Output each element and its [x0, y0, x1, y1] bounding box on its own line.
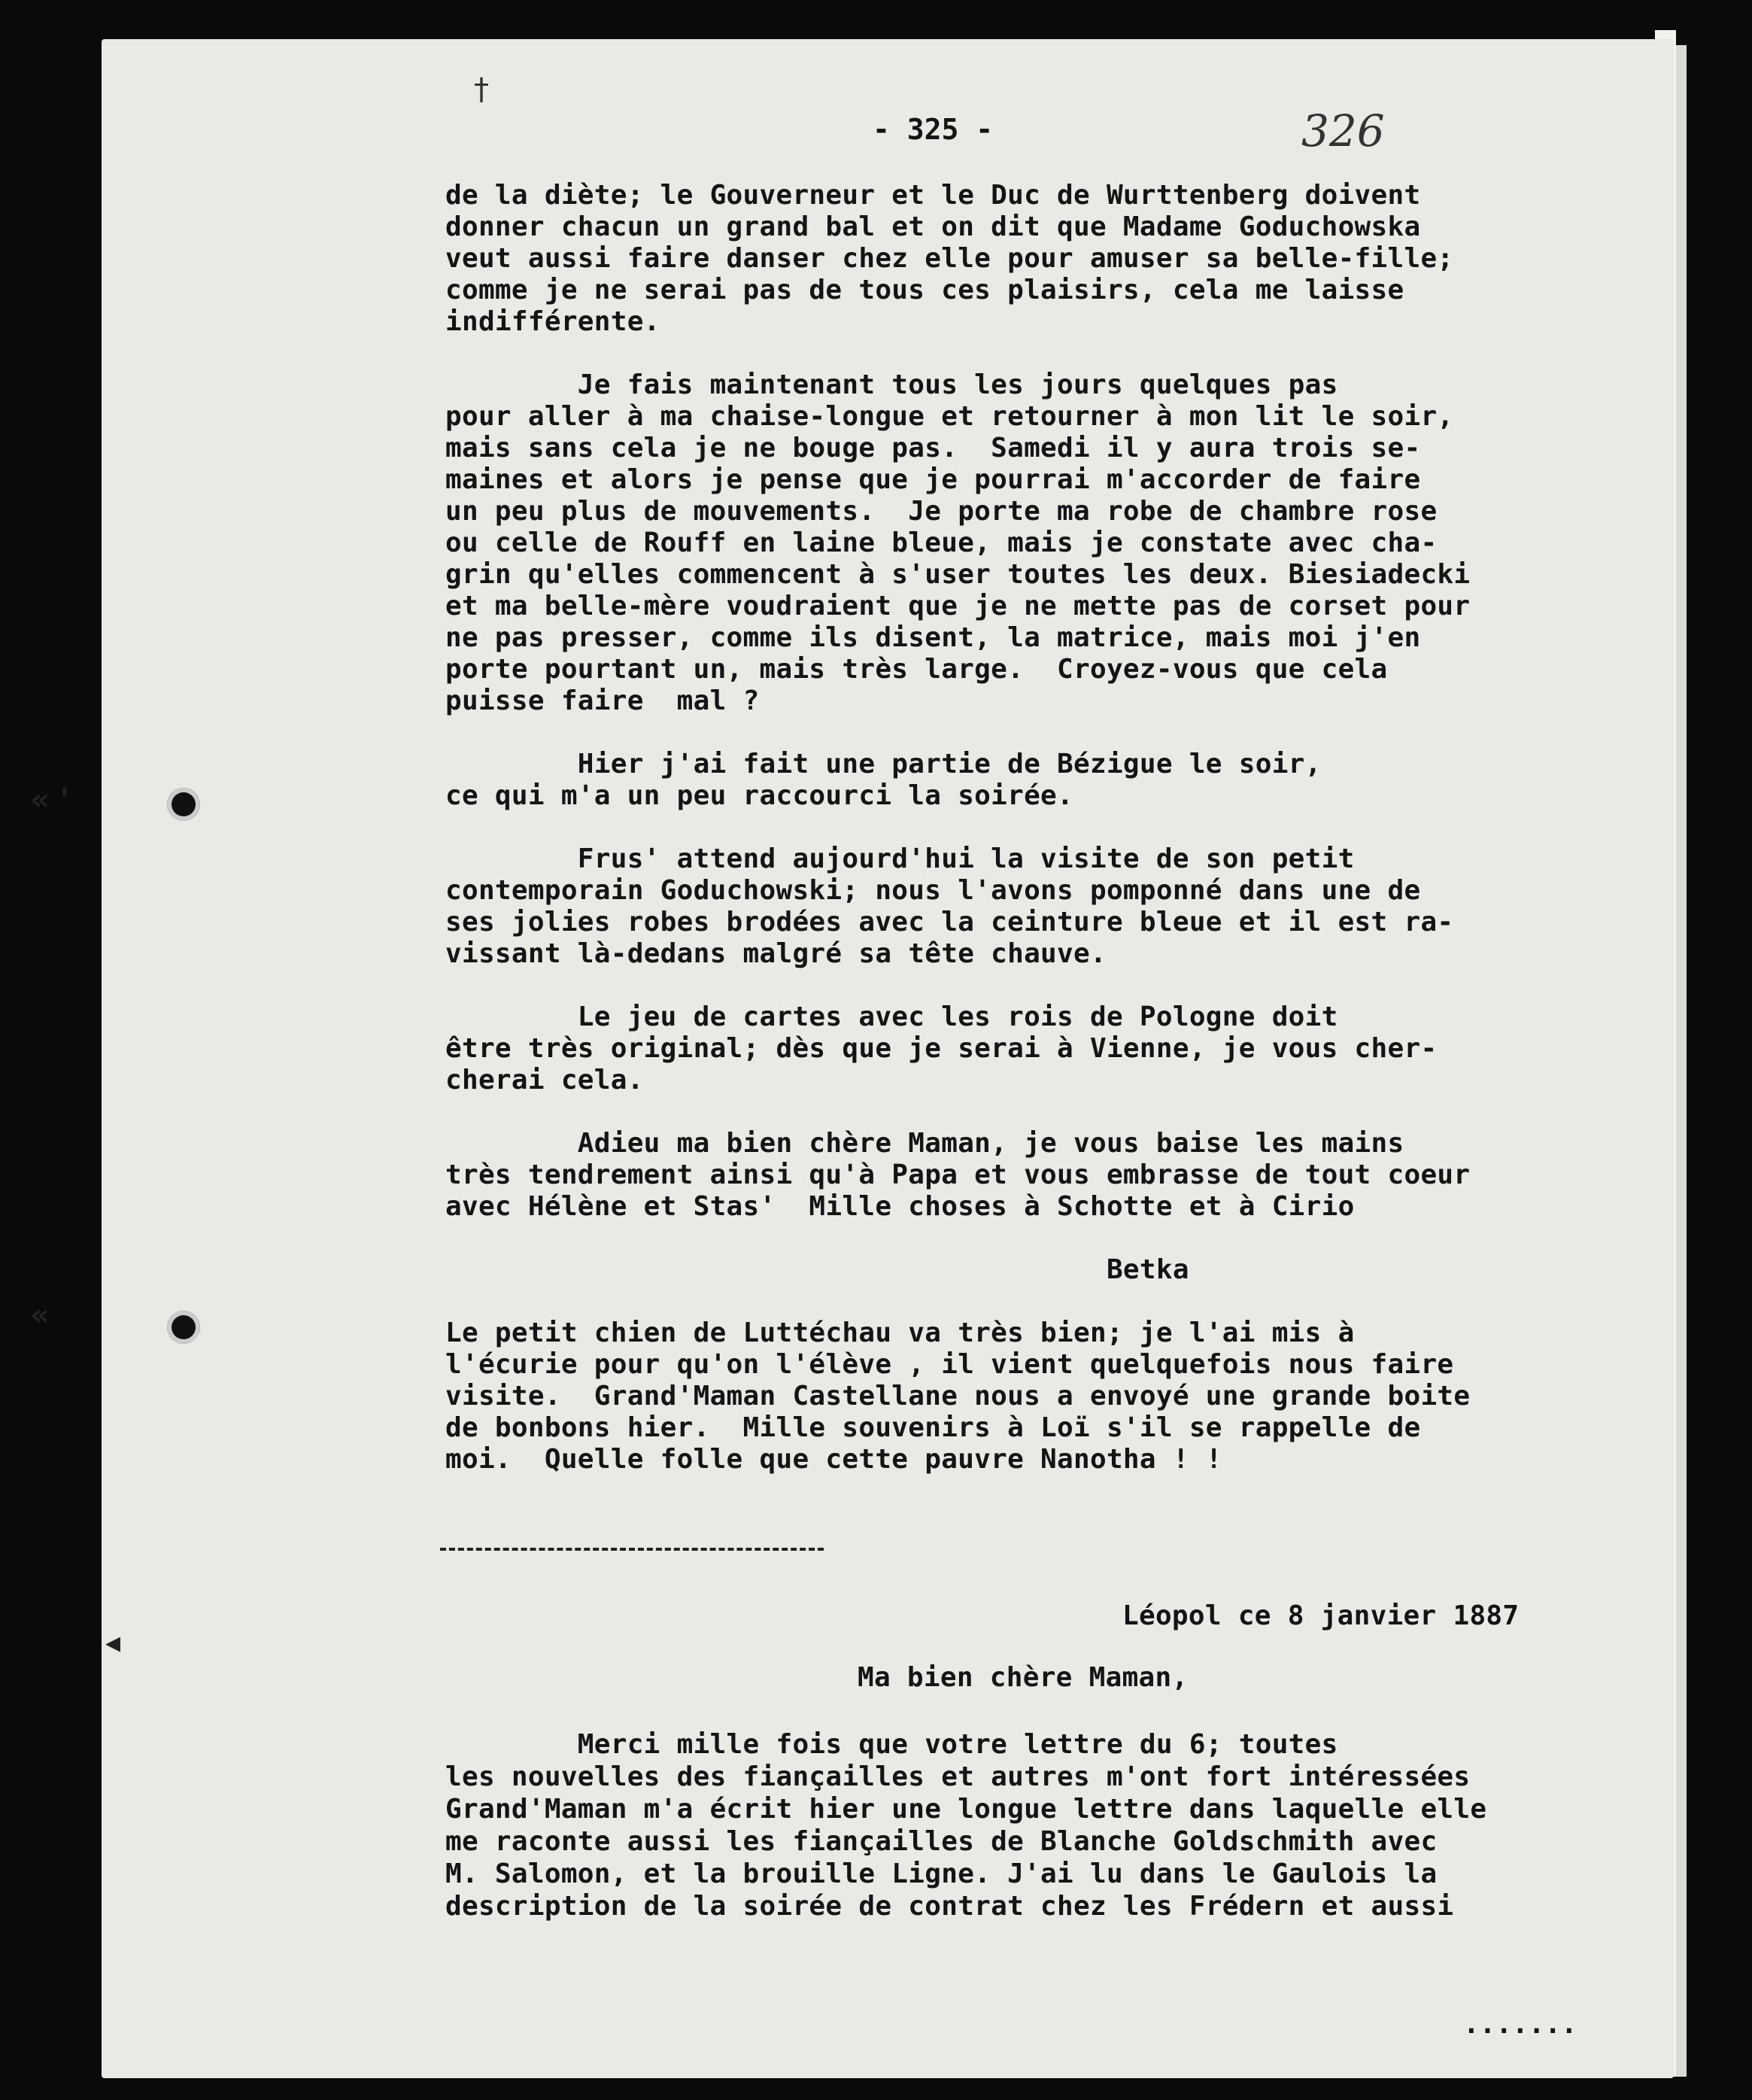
text-line: porte pourtant un, mais très large. Croyez-vous que cela: [445, 654, 1388, 685]
continuation-dots: .......: [1463, 2009, 1577, 2040]
text-line: moi. Quelle folle que cette pauvre Nanotha ! !: [445, 1444, 1222, 1475]
text-line: contemporain Goduchowski; nous l'avons pomponné dans une de: [445, 875, 1421, 906]
text-line: très tendrement ainsi qu'à Papa et vous embrasse de tout coeur: [445, 1159, 1471, 1190]
page-number: - 325 -: [873, 113, 994, 146]
dateline: Léopol ce 8 janvier 1887: [1122, 1600, 1520, 1631]
handwritten-page-number: 326: [1301, 105, 1385, 157]
text-line: vissant là-dedans malgré sa tête chauve.: [445, 938, 1107, 969]
text-line: de la diète; le Gouverneur et le Duc de Wurttenberg doivent: [445, 180, 1421, 211]
text-line: M. Salomon, et la brouille Ligne. J'ai lu dans le Gaulois la: [445, 1858, 1438, 1889]
text-line: Je fais maintenant tous les jours quelques pas: [445, 369, 1338, 400]
text-line: Hier j'ai fait une partie de Bézigue le soir,: [445, 749, 1322, 780]
page-edge-shadow: [1676, 45, 1687, 2077]
text-line: maines et alors je pense que je pourrai m'accorder de faire: [445, 464, 1421, 495]
text-line: ou celle de Rouff en laine bleue, mais je constate avec cha-: [445, 527, 1438, 558]
text-line: cherai cela.: [445, 1065, 644, 1096]
text-line: comme je ne serai pas de tous ces plaisirs, cela me laisse: [445, 275, 1404, 305]
margin-mark-1: « ': [30, 783, 70, 817]
text-line: visite. Grand'Maman Castellane nous a envoyé une grande boite: [445, 1381, 1471, 1412]
text-line: et ma belle-mère voudraient que je ne mette pas de corset pour: [445, 591, 1471, 621]
margin-mark-2: «: [30, 1298, 50, 1333]
text-line: veut aussi faire danser chez elle pour amuser sa belle-fille;: [445, 243, 1454, 274]
separator-rule: [440, 1548, 824, 1551]
salutation: Ma bien chère Maman,: [858, 1662, 1189, 1693]
text-line: l'écurie pour qu'on l'élève , il vient quelquefois nous faire: [445, 1349, 1454, 1380]
text-line: indifférente.: [445, 306, 660, 337]
text-line: ne pas presser, comme ils disent, la matrice, mais moi j'en: [445, 622, 1421, 653]
text-line: me raconte aussi les fiançailles de Blanche Goldschmith avec: [445, 1826, 1438, 1857]
text-line: Betka: [445, 1254, 1189, 1285]
text-line: mais sans cela je ne bouge pas. Samedi il y aura trois se-: [445, 433, 1421, 463]
text-line: Frus' attend aujourd'hui la visite de son petit: [445, 843, 1355, 874]
punch-hole-bottom: [167, 1311, 200, 1344]
text-line: pour aller à ma chaise-longue et retourner à mon lit le soir,: [445, 401, 1454, 432]
text-line: description de la soirée de contrat chez les Frédern et aussi: [445, 1891, 1454, 1922]
text-line: ce qui m'a un peu raccourci la soirée.: [445, 780, 1074, 811]
punch-hole-top: [167, 788, 200, 821]
text-line: grin qu'elles commencent à s'user toutes les deux. Biesiadecki: [445, 559, 1471, 590]
text-line: Merci mille fois que votre lettre du 6; toutes: [445, 1729, 1338, 1760]
text-line: Le petit chien de Luttéchau va très bien; je l'ai mis à: [445, 1317, 1355, 1348]
text-line: Grand'Maman m'a écrit hier une longue lettre dans laquelle elle: [445, 1794, 1487, 1825]
text-line: avec Hélène et Stas' Mille choses à Schotte et à Cirio: [445, 1191, 1355, 1222]
text-line: puisse faire mal ?: [445, 685, 760, 716]
text-line: Adieu ma bien chère Maman, je vous baise les mains: [445, 1128, 1404, 1159]
text-line: de bonbons hier. Mille souvenirs à Loï s'il se rappelle de: [445, 1412, 1421, 1443]
text-line: ses jolies robes brodées avec la ceinture bleue et il est ra-: [445, 907, 1454, 938]
corner-mark: †: [474, 72, 489, 107]
text-line: un peu plus de mouvements. Je porte ma robe de chambre rose: [445, 496, 1438, 527]
text-line: être très original; dès que je serai à Vienne, je vous cher-: [445, 1033, 1438, 1064]
text-line: donner chacun un grand bal et on dit que Madame Goduchowska: [445, 211, 1421, 242]
margin-mark-3: ◂: [105, 1625, 121, 1660]
text-line: Le jeu de cartes avec les rois de Pologne doit: [445, 1001, 1338, 1032]
text-line: les nouvelles des fiançailles et autres m'ont fort intéressées: [445, 1761, 1471, 1792]
